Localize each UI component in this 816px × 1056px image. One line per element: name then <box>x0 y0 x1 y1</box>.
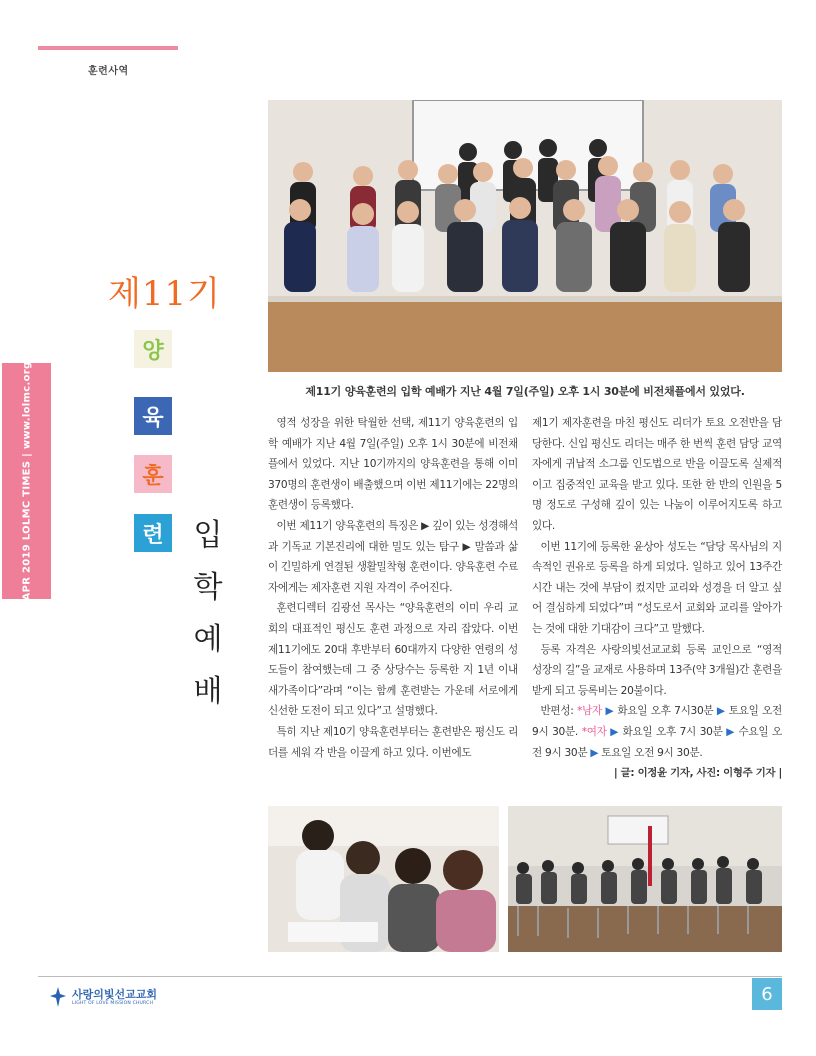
class-photo-left-illustration <box>268 806 499 952</box>
group-photo <box>268 100 782 372</box>
page-number: 6 <box>752 978 782 1010</box>
female-schedule-2: 수요일 오전 9시 30분 <box>532 725 782 759</box>
female-schedule-1: 화요일 오후 7시 30분 <box>622 725 723 738</box>
church-logo-icon <box>48 986 68 1008</box>
title-block-2: 육 <box>134 397 172 435</box>
side-tab-text: APR 2019 LOLMC TIMES | www.lolmc.org <box>21 361 32 601</box>
vertical-title-char: 배 <box>193 674 223 709</box>
male-schedule-1: 화요일 오후 7시30분 <box>617 705 714 718</box>
vertical-title <box>188 510 228 718</box>
article-paragraph: 이번 11기에 등록한 윤상아 성도는 “담당 목사님의 지속적인 권유로 등록을 하게 되었다. 일하고 있어 13주간 시간 내는 것에 부담이 컸지만 교리와 성경을 더 알고 싶어 결심하게 되었다”며 “성도로서 교회와 교리를 알아가는 것에 대한 기대감이 크다”고 말했다. <box>532 540 782 635</box>
header-accent-bar <box>38 46 178 50</box>
class-photo-right <box>508 806 782 952</box>
female-schedule-3: 토요일 오전 9시 30분. <box>601 746 703 759</box>
article-paragraph: 영적 성장을 위한 탁월한 선택, 제11기 양육훈련의 입학 예배가 지난 4월 7일(주일) 오후 1시 30분에 비전채플에서 있었다. 지난 10기까지의 양육훈련을 통해 이미 370명의 훈련생이 배출했으며 이번 제11기에는 22명의 훈련생이 등록했다. <box>268 417 518 512</box>
title-block-3: 훈 <box>134 455 172 493</box>
vertical-title-char: 입 <box>193 518 223 553</box>
title-block-4: 련 <box>134 514 172 552</box>
female-label: *여자 <box>581 725 607 738</box>
photo-caption: 제11기 양육훈련의 입학 예배가 지난 4월 7일(주일) 오후 1시 30분에 비전채플에서 있었다. <box>305 385 745 398</box>
side-tab <box>2 363 51 599</box>
church-name-korean: 사랑의빛선교교회 <box>72 987 158 1001</box>
group-photo-illustration <box>268 100 782 372</box>
class-photo-right-illustration <box>508 806 782 952</box>
title-line1: 제11기 <box>108 274 221 314</box>
schedule <box>532 701 782 763</box>
article-paragraph: 특히 지난 제10기 양육훈련부터는 훈련받은 평신도 리더를 세워 각 반을 이끌게 하고 있다. 이번에도 <box>268 725 518 759</box>
arrow-icon: ▶ <box>610 725 619 738</box>
section-label: 훈련사역 <box>88 66 129 77</box>
arrow-icon: ▶ <box>590 746 599 759</box>
vertical-title-char: 학 <box>193 570 223 605</box>
article-paragraph: 훈련디렉터 김광선 목사는 “양육훈련의 이미 우리 교회의 대표적인 평신도 훈련 과정으로 자리 잡았다. 이번 제11기에도 20대 후반부터 60대까지 다양한 연령의 성도들이 참여했는데 그 중 상당수는 등록한 지 1년 이내 새가족이다”라며 “이는 함께 훈련받는 가운데 서로에게 신선한 도전이 되고 있다”고 설명했다. <box>268 602 518 718</box>
byline: | 글: 이정윤 기자, 사진: 이형주 기자 | <box>613 767 782 780</box>
article-paragraph: 제1기 제자훈련을 마친 평신도 리더가 토요 오전반을 담당한다. 신입 평신도 리더는 매주 한 번씩 훈련 담당 교역자에게 귀납적 소그룹 인도법으로 반을 이끌도록 실제적이고 집중적인 교육을 받고 있다. 또한 한 반의 인원을 5명 정도로 구성해 깊이 있는 나눔이 이루어지도록 하고 있다. <box>532 417 782 532</box>
article-right-column <box>532 413 782 784</box>
article-paragraph: 등록 자격은 사랑의빛선교교회 등록 교인으로 “영적 성장의 길”을 교재로 사용하며 13주(약 3개월)간 훈련을 받게 되고 등록비는 20불이다. <box>532 643 782 697</box>
vertical-title-char: 예 <box>193 622 223 657</box>
article-left-column <box>268 413 518 763</box>
church-logo <box>48 986 157 1008</box>
male-label: *남자 <box>577 705 602 718</box>
male-schedule-2: 토요일 오전 9시 30분. <box>532 705 782 738</box>
church-name-english: LIGHT OF LOVE MISSION CHURCH <box>72 1000 154 1006</box>
footer-divider <box>38 976 782 977</box>
arrow-icon: ▶ <box>716 705 726 718</box>
arrow-icon: ▶ <box>726 725 735 738</box>
title-block-1: 양 <box>134 330 172 368</box>
arrow-icon: ▶ <box>605 705 614 718</box>
class-photo-left <box>268 806 499 952</box>
article-paragraph: 이번 제11기 양육훈련의 특징은 ▶ 깊이 있는 성경해석과 기독교 기본진리에 대한 밀도 있는 탐구 ▶ 말씀과 삶이 긴밀하게 연결된 생활밀착형 훈련이다. 양육훈련 수료자에게는 제자훈련 지원 자격이 주어진다. <box>268 519 518 594</box>
schedule-intro: 반편성: <box>540 705 574 718</box>
